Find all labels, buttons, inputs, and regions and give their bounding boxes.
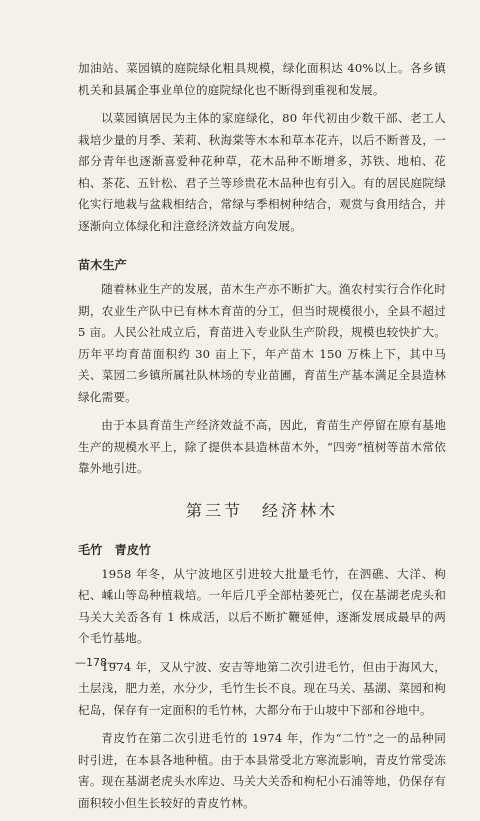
paragraph: 以菜园镇居民为主体的家庭绿化，80 年代初由少数干部、老工人栽培少量的月季、茉莉、秋海棠等木本和草本花卉，以后不断普及，一部分青年也逐渐喜爱种花种草，花木品种不断增多，苏铁、地柏、花柏、茶花、五针松、君子兰等珍贵花木品种也有引入。有的居民庭院绿化实行地栽与盆栽相结合，常绿与季相树种结合，观赏与食用结合，并逐渐向立体绿化和注意经济效益方向发展。	[78, 111, 446, 233]
paragraph: 由于本县育苗生产经济效益不高，因此，育苗生产停留在原有基地生产的规模水平上，除了提供本县造林苗木外，“四旁”植树等苗木常依靠外地引进。	[78, 418, 446, 475]
paragraph: 随着林业生产的发展，苗木生产亦不断扩大。渔农村实行合作化时期，农业生产队中已有林木育苗的分工，但当时规模很小，全县不超过 5 亩。人民公社成立后，育苗进入专业队生产阶段，规模也较快扩大。历年平均育苗面积约 30 亩上下，年产苗木 150 万株上下，其中马关、菜园二乡镇所属社队林场的专业苗圃，育苗生产基本满足全县造林绿化需要。	[78, 282, 446, 404]
subheading-nursery: 苗木生产	[78, 258, 127, 272]
page-number: —178—	[75, 656, 118, 669]
subheading-bamboo: 毛竹 青皮竹	[78, 542, 152, 557]
paragraph: 1958 年冬，从宁波地区引进较大批量毛竹，在泗礁、大洋、枸杞、嵊山等岛种植栽培。一年后几乎全部枯萎死亡，仅在基湖老虎头和马关大关岙各有 1 株成活，以后不断扩鞭延伸，逐渐发展成最早的两个毛竹基地。	[78, 566, 446, 645]
section-title: 第三节 经济林木	[185, 500, 338, 520]
paragraph: 1974 年，又从宁波、安吉等地第二次引进毛竹，但由于海风大，土层浅，肥力差，水分少，毛竹生长不良。现在马关、基湖、菜园和枸杞岛，保存有一定面积的毛竹林，大都分布于山坡中下部和谷地中。	[78, 659, 446, 717]
paragraph: 加油站、菜园镇的庭院绿化粗具规模，绿化面积达 40%以上。各乡镇机关和县属企事业单位的庭院绿化也不断得到重视和发展。	[78, 61, 446, 97]
text-column	[78, 58, 446, 821]
paragraph: 青皮竹在第二次引进毛竹的 1974 年，作为“二竹”之一的品种同时引进，在本县各地种植。由于本县常受北方寒流影响，青皮竹常受冻害。现在基湖老虎头水库边、马关大关岙和枸杞小石浦等地，仍保存有面积较小但生长较好的青皮竹林。	[78, 731, 446, 810]
